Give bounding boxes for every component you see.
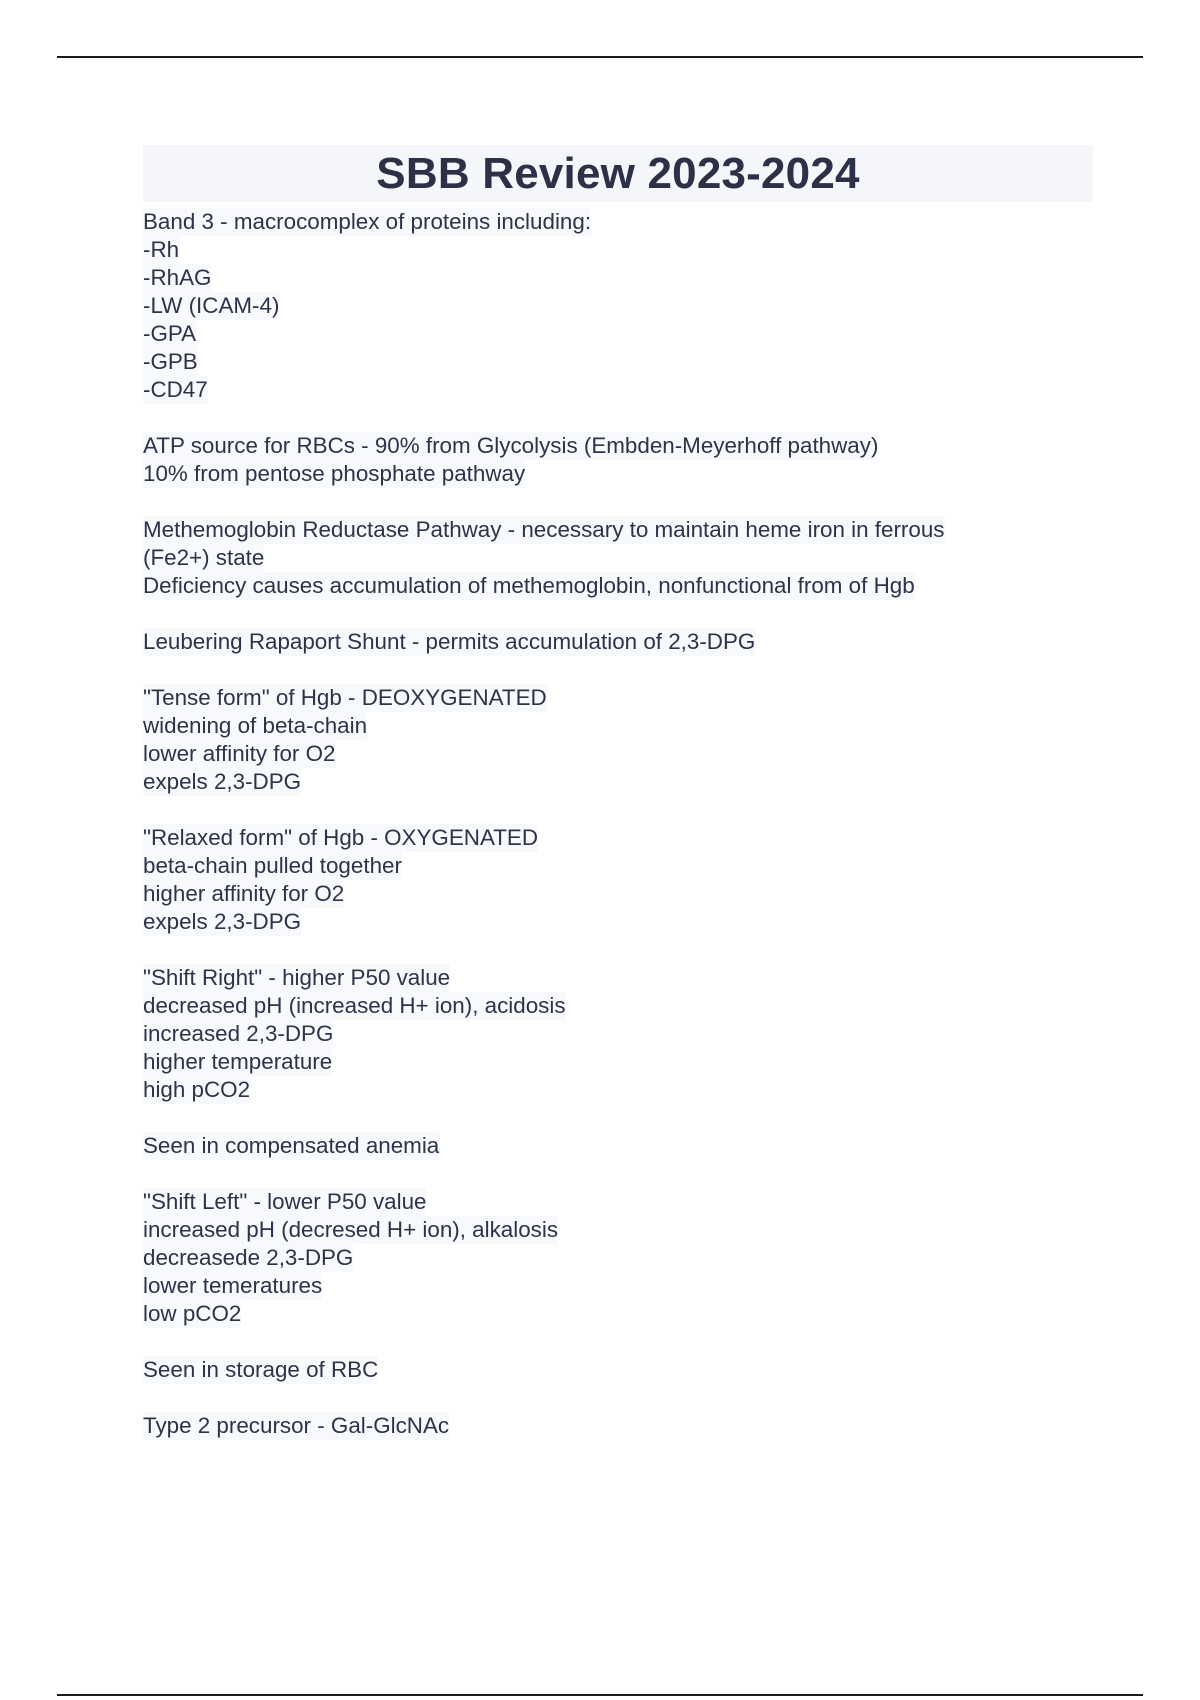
text-line: -GPB — [143, 349, 198, 374]
text-line: Methemoglobin Reductase Pathway - necessary to maintain heme iron in ferrous — [143, 517, 945, 542]
text-line: lower affinity for O2 — [143, 741, 336, 766]
text-line: decreased pH (increased H+ ion), acidosis — [143, 993, 566, 1018]
section-atp-source — [143, 432, 1093, 488]
text-line: -CD47 — [143, 377, 208, 402]
text-line: decreasede 2,3-DPG — [143, 1245, 354, 1270]
text-line: -Rh — [143, 237, 180, 262]
section-relaxed-form — [143, 824, 1093, 936]
document-body — [143, 202, 1093, 1440]
page-title: SBB Review 2023-2024 — [376, 148, 860, 198]
section-type-2-precursor — [143, 1412, 1093, 1440]
footer-rule — [57, 1694, 1143, 1696]
text-line: low pCO2 — [143, 1301, 242, 1326]
text-line: Band 3 - macrocomplex of proteins including: — [143, 209, 592, 234]
text-line: increased pH (decresed H+ ion), alkalosis — [143, 1217, 559, 1242]
section-rapaport-shunt — [143, 628, 1093, 656]
section-tense-form — [143, 684, 1093, 796]
text-line: higher temperature — [143, 1049, 333, 1074]
title-banner — [143, 145, 1093, 202]
section-shift-left — [143, 1188, 1093, 1328]
document-page — [143, 145, 1093, 1468]
text-line: 10% from pentose phosphate pathway — [143, 461, 526, 486]
text-line: beta-chain pulled together — [143, 853, 402, 878]
section-compensated-anemia — [143, 1132, 1093, 1160]
text-line: lower temeratures — [143, 1273, 323, 1298]
text-line: "Relaxed form" of Hgb - OXYGENATED — [143, 825, 538, 850]
text-line: increased 2,3-DPG — [143, 1021, 334, 1046]
text-line: Seen in compensated anemia — [143, 1133, 440, 1158]
text-line: expels 2,3-DPG — [143, 909, 302, 934]
text-line: Leubering Rapaport Shunt - permits accumulation of 2,3-DPG — [143, 629, 756, 654]
text-line: -RhAG — [143, 265, 212, 290]
text-line: Type 2 precursor - Gal-GlcNAc — [143, 1413, 450, 1438]
header-rule — [57, 56, 1143, 58]
text-line: Deficiency causes accumulation of methemoglobin, nonfunctional from of Hgb — [143, 573, 915, 598]
text-line: higher affinity for O2 — [143, 881, 345, 906]
text-line: "Shift Right" - higher P50 value — [143, 965, 451, 990]
text-line: "Tense form" of Hgb - DEOXYGENATED — [143, 685, 547, 710]
text-line: -GPA — [143, 321, 197, 346]
text-line: expels 2,3-DPG — [143, 769, 302, 794]
section-band-3 — [143, 208, 1093, 404]
section-methemoglobin-reductase — [143, 516, 1093, 600]
text-line: -LW (ICAM-4) — [143, 293, 280, 318]
text-line: "Shift Left" - lower P50 value — [143, 1189, 427, 1214]
text-line: Seen in storage of RBC — [143, 1357, 379, 1382]
text-line: widening of beta-chain — [143, 713, 368, 738]
text-line: (Fe2+) state — [143, 545, 265, 570]
text-line: high pCO2 — [143, 1077, 251, 1102]
section-shift-right — [143, 964, 1093, 1104]
section-storage-of-rbc — [143, 1356, 1093, 1384]
text-line: ATP source for RBCs - 90% from Glycolysis (Embden-Meyerhoff pathway) — [143, 433, 879, 458]
